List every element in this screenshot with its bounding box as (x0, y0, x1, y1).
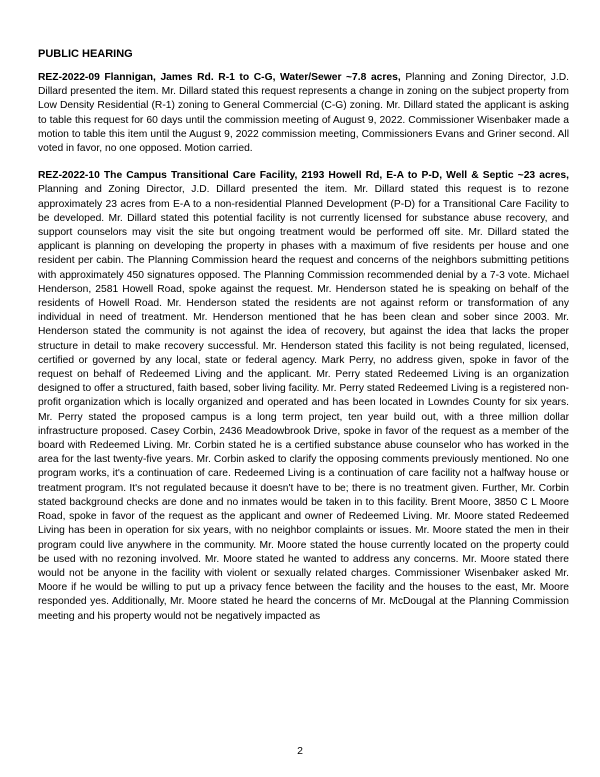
section-heading: PUBLIC HEARING (38, 48, 133, 60)
document-page (38, 48, 569, 637)
page-number: 2 (297, 745, 303, 757)
agenda-item-title: REZ-2022-10 The Campus Transitional Care Facility, 2193 Howell Rd, E-A to P-D, Well & Septic ~23 acres, (38, 170, 569, 182)
agenda-item-body: Planning and Zoning Director, J.D. Dillard presented the item. Mr. Dillard stated this request is to rezone approximately 23 acres from E-A to a non-residential Planned Development (P-D) for a Transitional Care Facility to be developed. Mr. Dillard stated this potential facility is not currently licensed for substance abuse recovery, and support counselors may visit the site but ongoing treatment would be performed off site. Mr. Dillard stated the applicant is planning on developing the property in phases with a maximum of five residents per house and one resident per cabin. The Planning Commission heard the request and concerns of the neighbors submitting petitions with approximately 450 signatures opposed. The Planning Commission recommended denial by a 7-3 vote. Michael Henderson, 2581 Howell Road, spoke against the request. Mr. Henderson stated he is speaking on behalf of the residents of Howell Road. Mr. Henderson stated the residents are not against reform or transformation of any individual in need of treatment. Mr. Henderson mentioned that he has been clean and sober since 2003. Mr. Henderson stated the community is not against the idea of recovery, but against the idea that lacks the proper structure in detail to make recovery successful. Mr. Henderson stated this facility is not being regulated, licensed, certified or governed by any local, state or federal agency. Mark Perry, no address given, spoke in favor of the request on behalf of Redeemed Living and the applicant. Mr. Perry stated Redeemed Living is an organization designed to offer a structured, faith based, sober living facility. Mr. Perry stated Redeemed Living is a registered non-profit organization which is locally organized and operated and has been located in Lowndes County for six years. Mr. Perry stated the proposed campus is a long term project, ten year build out, with a three million dollar infrastructure proposed. Casey Corbin, 2436 Meadowbrook Drive, spoke in favor of the request as a member of the board with Redeemed Living. Mr. Corbin stated he is a certified substance abuse counselor who has worked in the area for the last twenty-five years. Mr. Corbin asked to clarify the opposing comments previously mentioned. No one program works, it's a continuation of care. Redeemed Living is a continuation of care facility not a halfway house or treatment program. It's not regulated because it doesn't have to be; there is no treatment given. Further, Mr. Corbin stated background checks are done and no inmates would be taken in to this facility. Brent Moore, 3850 C L Moore Road, spoke in favor of the request as the applicant and owner of Redeemed Living. Mr. Moore stated Redeemed Living has been in operation for six years, with no neighbor complaints or issues. Mr. Moore stated the men in their program could live anywhere in the community. Mr. Moore stated the house currently located on the property could be used with no rezoning involved. Mr. Moore stated he wanted to address any concerns. Mr. Moore stated there would not be anyone in the facility with violent or sexually related charges. Commissioner Wisenbaker asked Mr. Moore if he would be willing to put up a privacy fence between the facility and the houses to the east, Mr. Moore responded yes. Additionally, Mr. Moore stated he heard the concerns of Mr. McDougal at the Planning Commission meeting and his property would not be negatively impacted as (38, 184, 569, 622)
agenda-item-rez-2022-10 (38, 169, 569, 624)
agenda-item-body: Planning and Zoning Director, J.D. Dillard presented the item. Mr. Dillard stated this request represents a change in zoning on the subject property from Low Density Residential (R-1) zoning to General Commercial (C-G) zoning. Mr. Dillard stated the applicant is asking to table this request for 60 days until the commission meeting of August 9, 2022. Commissioner Wisenbaker made a motion to table this item until the August 9, 2022 commission meeting, Commissioners Evans and Griner second. All voted in favor, no one opposed. Motion carried. (38, 72, 570, 155)
agenda-item-rez-2022-09 (38, 71, 569, 156)
agenda-item-title: REZ-2022-09 Flannigan, James Rd. R-1 to C-G, Water/Sewer ~7.8 acres, (38, 72, 401, 83)
